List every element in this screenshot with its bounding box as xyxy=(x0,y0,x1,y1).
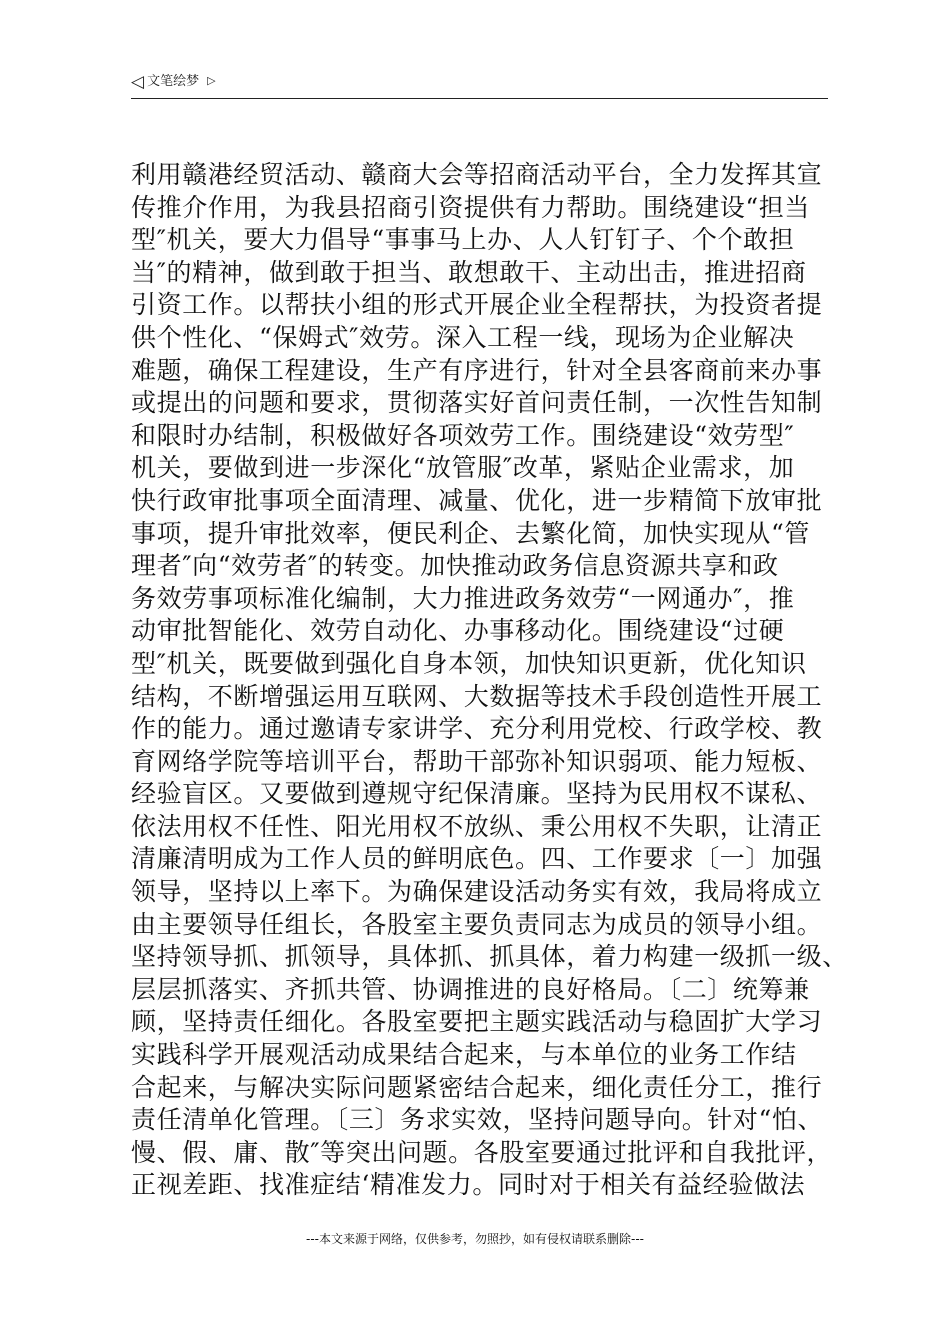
text-line: 责任清单化管理。〔三〕务求实效，坚持问题导向。针对“怕、 xyxy=(131,1105,824,1135)
text-line: 或提出的问题和要求，贯彻落实好首问责任制，一次性告知制 xyxy=(131,388,823,418)
text-line: 型″机关，要大力倡导“事事马上办、人人钉钉子、个个敢担 xyxy=(131,225,795,255)
text-line: 利用赣港经贸活动、赣商大会等招商活动平台，全力发挥其宣 xyxy=(131,160,823,189)
text-line: 型″机关，既要做到强化自身本领，加快知识更新，优化知识 xyxy=(131,648,807,678)
body-text xyxy=(131,159,848,1202)
text-line: 合起来，与解决实际问题紧密结合起来，细化责任分工，推行 xyxy=(131,1072,823,1102)
text-line: 清廉清明成为工作人员的鲜明底色。四、工作要求〔一〕加强 xyxy=(131,844,823,874)
text-line: 实践科学开展观活动成果结合起来，与本单位的业务工作结 xyxy=(131,1040,797,1070)
text-line: 顾，坚持责任细化。各股室要把主题实践活动与稳固扩大学习 xyxy=(131,1007,823,1037)
header-title: 文笔绘梦 xyxy=(147,74,200,89)
text-line: 快行政审批事项全面清理、减量、优化，进一步精简下放审批 xyxy=(131,485,823,515)
text-line: 和限时办结制，积极做好各项效劳工作。围绕建设“效劳型″ xyxy=(131,420,795,450)
text-line: 作的能力。通过邀请专家讲学、充分利用党校、行政学校、教 xyxy=(131,714,823,744)
text-line: 机关，要做到进一步深化“放管服″改革，紧贴企业需求，加 xyxy=(131,453,795,483)
text-line: 慢、假、庸、散″等突出问题。各股室要通过批评和自我批评， xyxy=(131,1137,833,1167)
text-line: 务效劳事项标准化编制，大力推进政务效劳“一网通办″，推 xyxy=(131,583,795,613)
triangle-right-icon: ▷ xyxy=(207,74,216,87)
text-line: 引资工作。以帮扶小组的形式开展企业全程帮扶，为投资者提 xyxy=(131,290,823,320)
text-line: 经验盲区。又要做到遵规守纪保清廉。坚持为民用权不谋私、 xyxy=(131,779,823,809)
footer-disclaimer: ---本文来源于网络，仅供参考，勿照抄，如有侵权请联系删除--- xyxy=(306,1232,644,1246)
triangle-left-icon: ◁ xyxy=(131,72,145,92)
text-line: 坚持领导抓、抓领导，具体抓、抓具体，着力构建一级抓一级、 xyxy=(131,942,848,972)
text-line: 由主要领导任组长，各股室主要负责同志为成员的领导小组。 xyxy=(131,909,823,939)
text-line: 传推介作用，为我县招商引资提供有力帮助。围绕建设“担当 xyxy=(131,192,810,222)
page-header xyxy=(131,72,828,99)
text-line: 育网络学院等培训平台，帮助干部弥补知识弱项、能力短板、 xyxy=(131,746,823,776)
text-line: 当″的精神，做到敢于担当、敢想敢干、主动出击，推进招商 xyxy=(131,257,807,287)
text-line: 供个性化、“保姆式″效劳。深入工程一线，现场为企业解决 xyxy=(131,322,795,352)
text-line: 理者″向“效劳者″的转变。加快推动政务信息资源共享和政 xyxy=(131,551,779,581)
text-line: 事项，提升审批效率，便民利企、去繁化简，加快实现从“管 xyxy=(131,518,810,548)
text-line: 难题，确保工程建设，生产有序进行，针对全县客商前来办事 xyxy=(131,355,823,385)
text-line: 领导，坚持以上率下。为确保建设活动务实有效，我局将成立 xyxy=(131,877,823,907)
text-line: 层层抓落实、齐抓共管、协调推进的良好格局。〔二〕统筹兼 xyxy=(131,974,810,1004)
text-line: 依法用权不任性、阳光用权不放纵、秉公用权不失职，让清正 xyxy=(131,811,823,841)
text-line: 动审批智能化、效劳自动化、办事移动化。围绕建设“过硬 xyxy=(131,616,785,646)
text-line: 正视差距、找准症结‘精准发力。同时对于相关有益经验做法 xyxy=(131,1170,806,1200)
text-line: 结构，不断增强运用互联网、大数据等技术手段创造性开展工 xyxy=(131,681,823,711)
